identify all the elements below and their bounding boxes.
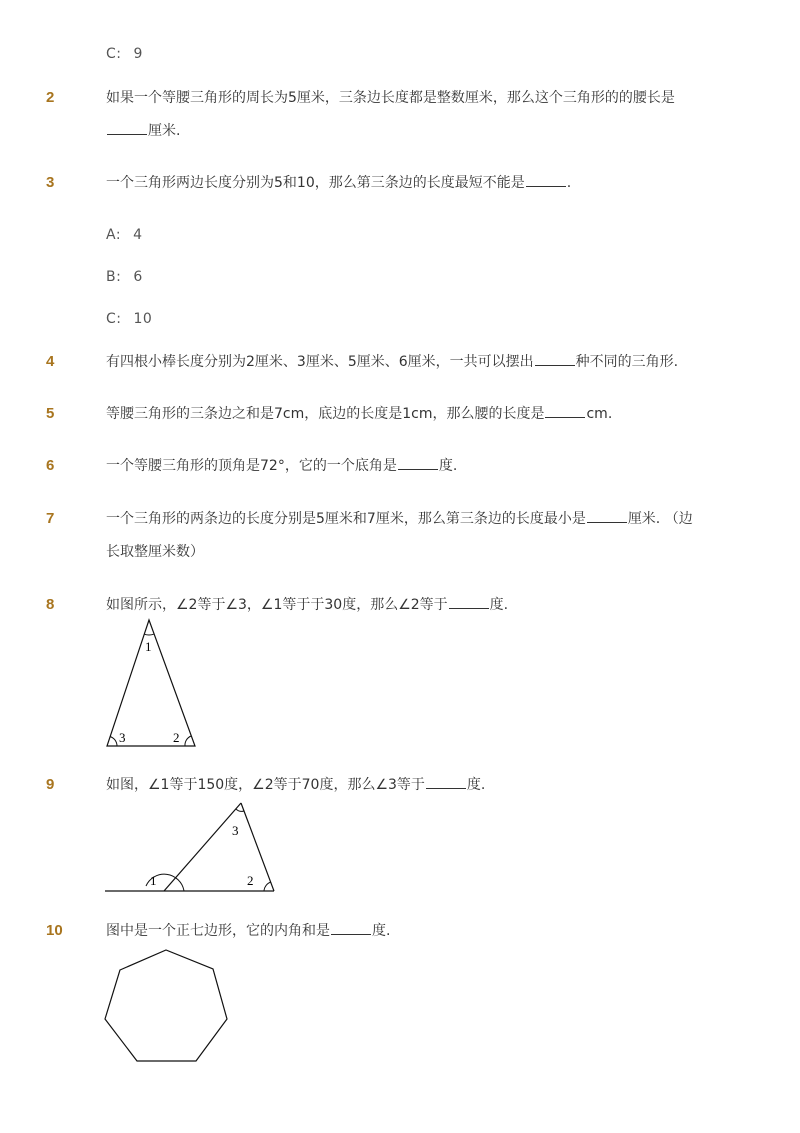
angle-label-3: 3 [119, 730, 126, 745]
question-5-suffix: cm. [586, 406, 613, 422]
angle-label-2: 2 [247, 873, 254, 888]
question-4-text [106, 345, 678, 379]
question-7-line2: 长取整厘米数） [106, 544, 204, 560]
question-5-text [106, 397, 612, 431]
question-10-text [106, 914, 390, 948]
question-10-prefix: 图中是一个正七边形，它的内角和是 [106, 923, 330, 939]
question-8-prefix: 如图所示，∠2等于∠3，∠1等于于30度，那么∠2等于 [106, 597, 448, 613]
question-number-7: 7 [46, 510, 55, 527]
question-4-prefix: 有四根小棒长度分别为2厘米、3厘米、5厘米、6厘米，一共可以摆出 [106, 354, 534, 370]
question-10-suffix: 度. [372, 923, 391, 939]
question-9-suffix: 度. [466, 777, 486, 793]
option-value: 9 [133, 46, 143, 62]
answer-blank [331, 922, 371, 935]
answer-blank [107, 122, 147, 135]
angle-2-arc [264, 882, 271, 891]
angle-label-1: 1 [145, 639, 152, 654]
answer-blank [587, 510, 627, 523]
q3-option-b [106, 269, 143, 285]
option-value: 4 [133, 227, 143, 243]
heptagon-outline [105, 950, 227, 1061]
option-label: B: [106, 269, 122, 285]
question-2-line2 [106, 114, 180, 148]
q10-heptagon-figure [100, 945, 235, 1070]
angle-label-1: 1 [150, 873, 157, 888]
option-label: A: [106, 227, 122, 243]
triangle-right-side [241, 803, 274, 891]
question-number-5: 5 [46, 405, 55, 422]
question-3-suffix: . [566, 175, 572, 191]
answer-blank [526, 174, 566, 187]
answer-blank [398, 457, 438, 470]
q8-triangle-figure [100, 615, 210, 755]
question-4-suffix: 种不同的三角形. [575, 354, 679, 370]
q9-triangle-figure [100, 795, 285, 900]
question-8-suffix: 度. [489, 597, 509, 613]
question-number-2: 2 [46, 89, 55, 106]
option-label: C: [106, 311, 122, 327]
answer-blank [535, 353, 575, 366]
question-number-6: 6 [46, 457, 55, 474]
angle-label-3: 3 [232, 823, 239, 838]
angle-label-2: 2 [173, 730, 180, 745]
angle-3-arc [110, 737, 117, 747]
question-6-prefix: 一个等腰三角形的顶角是72°，它的一个底角是 [106, 458, 397, 474]
question-number-3: 3 [46, 174, 55, 191]
q1-option-c [106, 46, 143, 62]
option-value: 10 [133, 311, 153, 327]
option-label: C: [106, 46, 122, 62]
question-6-suffix: 度. [438, 458, 458, 474]
q3-option-c [106, 311, 152, 327]
answer-blank [545, 405, 585, 418]
angle-1-arc [144, 634, 153, 635]
question-9-prefix: 如图，∠1等于150度，∠2等于70度，那么∠3等于 [106, 777, 425, 793]
question-number-8: 8 [46, 596, 55, 613]
question-7-suffix: 厘米. （边 [627, 511, 693, 527]
question-2-line1: 如果一个等腰三角形的周长为5厘米，三条边长度都是整数厘米，那么这个三角形的的腰长是 [106, 90, 675, 106]
question-number-10: 10 [46, 922, 63, 939]
answer-blank [449, 596, 489, 609]
q3-option-a [106, 227, 142, 243]
question-3-text [106, 166, 571, 200]
question-number-4: 4 [46, 353, 55, 370]
option-value: 6 [133, 269, 143, 285]
question-number-9: 9 [46, 776, 55, 793]
question-3-prefix: 一个三角形两边长度分别为5和10，那么第三条边的长度最短不能是 [106, 175, 525, 191]
question-5-prefix: 等腰三角形的三条边之和是7cm，底边的长度是1cm，那么腰的长度是 [106, 406, 545, 422]
question-2-suffix: 厘米. [148, 123, 181, 139]
angle-2-arc [185, 736, 191, 746]
question-7-line1 [106, 502, 693, 536]
question-6-text [106, 449, 457, 483]
answer-blank [426, 776, 466, 789]
question-7-prefix: 一个三角形的两条边的长度分别是5厘米和7厘米，那么第三条边的长度最小是 [106, 511, 586, 527]
